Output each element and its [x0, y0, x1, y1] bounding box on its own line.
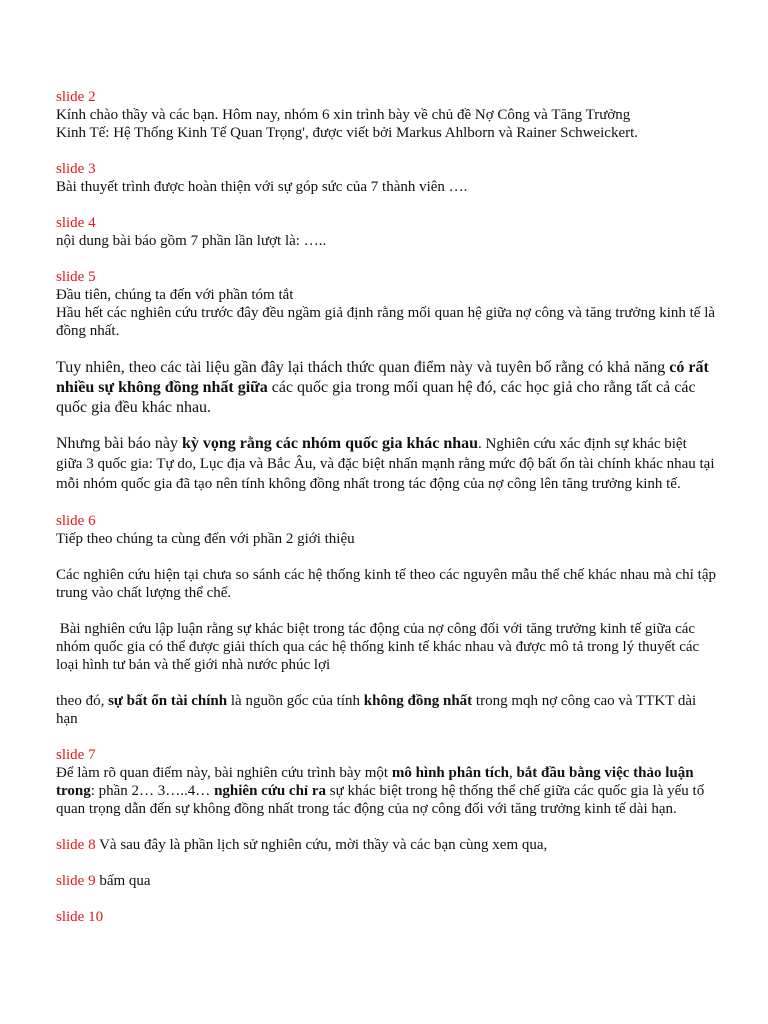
slide-7-text-2: ,: [508, 765, 517, 781]
slide-5-paragraph-2: [56, 358, 716, 418]
slide-7-bold-3: nghiên cứu chỉ ra: [214, 783, 326, 799]
slide-6-label: slide 6: [56, 513, 96, 529]
slide-5-p3-text: Nhưng bài báo này: [56, 435, 182, 452]
slide-10-label: slide 10: [56, 909, 104, 925]
slide-3-text: Bài thuyết trình được hoàn thiện với sự góp sức của 7 thành viên ….: [56, 179, 468, 195]
slide-4-section: [56, 214, 716, 250]
slide-2-line-1: Kính chào thầy và các bạn. Hôm nay, nhóm 6 xin trình bày về chủ đề Nợ Công và Tăng Trưởng: [56, 107, 631, 123]
slide-6-p3-text-3: trong mqh nợ công cao và TTKT dài hạn: [56, 693, 697, 727]
slide-6-paragraph-1: Các nghiên cứu hiện tại chưa so sánh các hệ thống kinh tế theo các nguyên mẫu thể chế khác nhau mà chỉ tập trung vào chất lượng thể chế.: [56, 567, 716, 601]
slide-5-paragraph-3: [56, 434, 716, 494]
slide-7-section: [56, 746, 716, 818]
slide-2-section: [56, 88, 716, 142]
slide-2-line-2: Kinh Tế: Hệ Thống Kinh Tế Quan Trọng', được viết bởi Markus Ahlborn và Rainer Schweickert.: [56, 125, 639, 141]
slide-4-label: slide 4: [56, 215, 96, 231]
slide-7-text-1: Để làm rõ quan điểm này, bài nghiên cứu trình bày một: [56, 765, 392, 781]
slide-6-p3-bold-1: sự bất ổn tài chính: [108, 693, 228, 709]
slide-9-text: bấm qua: [95, 873, 151, 889]
slide-7-bold-1: mô hình phân tích: [391, 765, 509, 781]
slide-2-label: slide 2: [56, 89, 96, 105]
slide-8-label: slide 8: [56, 837, 96, 853]
slide-7-bold-2: bắt đầu bằng việc thảo luận trong: [56, 765, 694, 799]
slide-5-p2-bold: có rất nhiều sự không đồng nhất giữa: [56, 359, 709, 396]
slide-6-p3-text-2: là nguồn gốc của tính: [227, 693, 364, 709]
slide-7-text-3: : phần 2… 3…..4…: [90, 783, 215, 799]
slide-10-section: [56, 908, 716, 926]
slide-5-p3-text-end: . Nghiên cứu xác định sự khác biệt giữa 3 quốc gia: Tự do, Lục địa và Bắc Âu, và đặc biệt nhấn mạnh rằng mức độ bất ổn tài chính khác nhau tại mỗi nhóm quốc gia đã tạo nên tính không đồng nhất trong tác động của nợ công lên tăng trưởng kinh tế.: [56, 436, 715, 492]
slide-6-section: [56, 512, 716, 548]
slide-4-text: nội dung bài báo gồm 7 phần lần lượt là: …..: [56, 233, 327, 249]
slide-5-p2-text: Tuy nhiên, theo các tài liệu gần đây lại thách thức quan điểm này và tuyên bố rằng có khả năng: [56, 359, 670, 376]
slide-5-p3-bold: kỳ vọng rằng các nhóm quốc gia khác nhau: [181, 435, 479, 452]
slide-5-section: [56, 268, 716, 340]
slide-6-paragraph-3: [56, 692, 716, 728]
slide-8-section: [56, 836, 716, 854]
slide-6-p3-bold-2: không đồng nhất: [363, 693, 473, 709]
slide-3-label: slide 3: [56, 161, 96, 177]
slide-6-paragraph-2: Bài nghiên cứu lập luận rằng sự khác biệt trong tác động của nợ công đối với tăng trưởng kinh tế giữa các nhóm quốc gia có thể được giải thích qua các hệ thống kinh tế khác nhau và được mô tả trong lý thuyết các loại hình tư bản và thế giới nhà nước phúc lợi: [56, 621, 703, 673]
slide-6-intro: Tiếp theo chúng ta cùng đến với phần 2 giới thiệu: [56, 531, 355, 547]
slide-7-text-4: sự khác biệt trong hệ thống thể chế giữa các quốc gia là yếu tố quan trọng dẫn đến sự không đồng nhất trong tác động của nợ công đối với tăng trưởng kinh tế dài hạn.: [56, 783, 705, 817]
slide-5-intro: Đầu tiên, chúng ta đến với phần tóm tắt: [56, 287, 294, 303]
slide-6-p3-text: theo đó,: [56, 693, 109, 709]
slide-3-section: [56, 160, 716, 196]
slide-9-section: [56, 872, 716, 890]
slide-5-paragraph-1: Hầu hết các nghiên cứu trước đây đều ngầm giả định rằng mối quan hệ giữa nợ công và tăng trưởng kinh tế là đồng nhất.: [56, 305, 716, 339]
slide-9-label: slide 9: [56, 873, 96, 889]
slide-7-label: slide 7: [56, 747, 96, 763]
slide-8-text: Và sau đây là phần lịch sử nghiên cứu, mời thầy và các bạn cùng xem qua,: [95, 837, 548, 853]
slide-5-p2-text-end: các quốc gia trong mối quan hệ đó, các học giả cho rằng tất cả các quốc gia đều khác nhau.: [56, 379, 696, 416]
slide-5-label: slide 5: [56, 269, 96, 285]
